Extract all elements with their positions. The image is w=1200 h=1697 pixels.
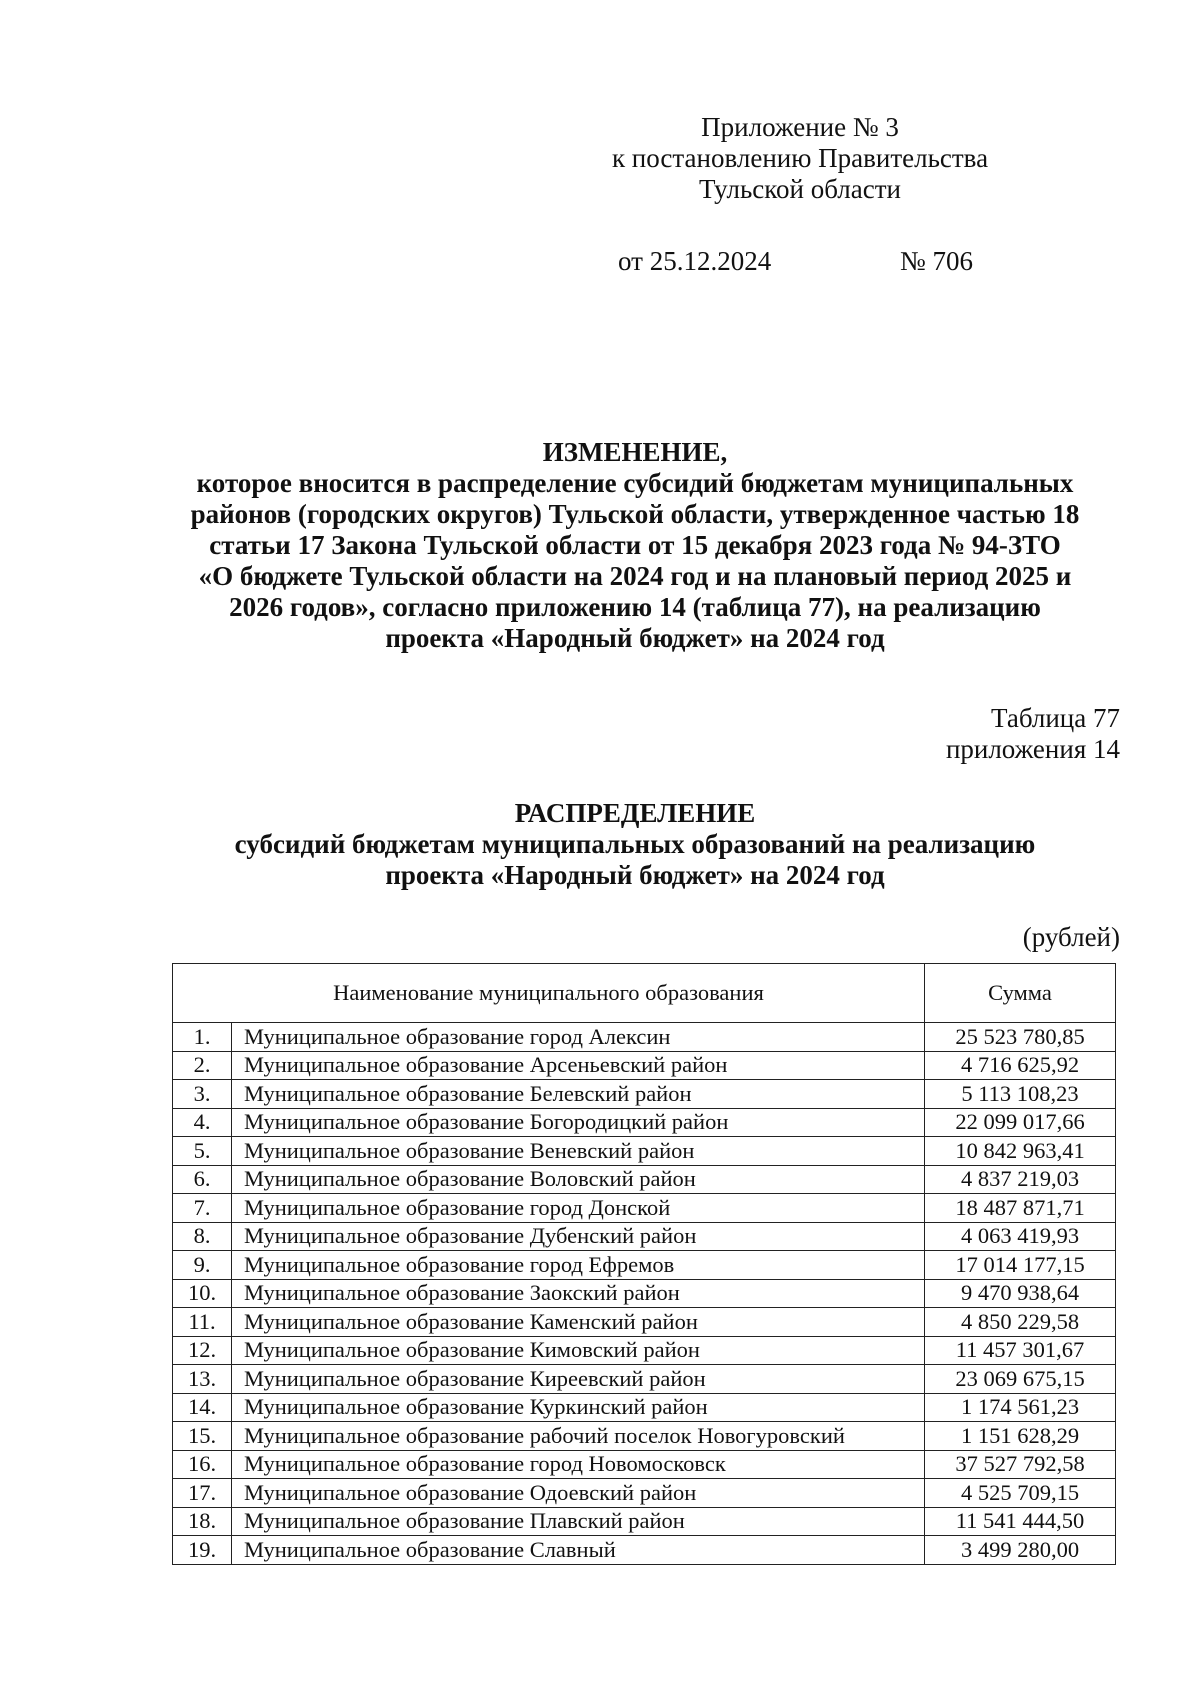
appendix-header xyxy=(600,112,1000,205)
row-number: 18. xyxy=(173,1507,232,1536)
table-header-row xyxy=(173,964,1116,1023)
row-number: 7. xyxy=(173,1194,232,1223)
row-name: Муниципальное образование город Ефремов xyxy=(232,1251,925,1280)
row-name: Муниципальное образование город Новомосковск xyxy=(232,1450,925,1479)
row-number: 3. xyxy=(173,1080,232,1109)
table-row xyxy=(173,1507,1116,1536)
row-name: Муниципальное образование Богородицкий район xyxy=(232,1108,925,1137)
table-row xyxy=(173,1165,1116,1194)
row-number: 13. xyxy=(173,1365,232,1394)
row-sum: 1 151 628,29 xyxy=(925,1422,1116,1451)
amendment-line: статьи 17 Закона Тульской области от 15 декабря 2023 года № 94-ЗТО xyxy=(209,530,1061,560)
row-name: Муниципальное образование Киреевский район xyxy=(232,1365,925,1394)
row-sum: 25 523 780,85 xyxy=(925,1023,1116,1052)
row-name: Муниципальное образование Дубенский район xyxy=(232,1222,925,1251)
row-name: Муниципальное образование Куркинский район xyxy=(232,1393,925,1422)
row-name: Муниципальное образование Каменский район xyxy=(232,1308,925,1337)
row-name: Муниципальное образование Славный xyxy=(232,1536,925,1565)
row-name: Муниципальное образование Заокский район xyxy=(232,1279,925,1308)
distribution-line: проекта «Народный бюджет» на 2024 год xyxy=(385,860,885,890)
appendix-region: Тульской области xyxy=(699,174,901,204)
distribution-table xyxy=(172,963,1116,1565)
table-appendix: приложения 14 xyxy=(945,734,1120,764)
table-row xyxy=(173,1251,1116,1280)
row-sum: 5 113 108,23 xyxy=(925,1080,1116,1109)
header-sum: Сумма xyxy=(925,964,1116,1023)
row-sum: 11 541 444,50 xyxy=(925,1507,1116,1536)
table-row xyxy=(173,1536,1116,1565)
row-sum: 17 014 177,15 xyxy=(925,1251,1116,1280)
table-row xyxy=(173,1308,1116,1337)
order-number: № 706 xyxy=(900,246,974,276)
row-sum: 1 174 561,23 xyxy=(925,1393,1116,1422)
table-body xyxy=(173,1023,1116,1565)
row-number: 1. xyxy=(173,1023,232,1052)
table-row xyxy=(173,1222,1116,1251)
row-number: 2. xyxy=(173,1051,232,1080)
row-number: 16. xyxy=(173,1450,232,1479)
row-name: Муниципальное образование город Донской xyxy=(232,1194,925,1223)
row-number: 4. xyxy=(173,1108,232,1137)
amendment-line: «О бюджете Тульской области на 2024 год и на плановый период 2025 и xyxy=(198,561,1072,591)
amendment-heading xyxy=(150,437,1120,654)
distribution-heading xyxy=(150,798,1120,891)
row-number: 6. xyxy=(173,1165,232,1194)
table-row xyxy=(173,1365,1116,1394)
amendment-line: 2026 годов», согласно приложению 14 (таблица 77), на реализацию xyxy=(229,592,1041,622)
row-name: Муниципальное образование Веневский район xyxy=(232,1137,925,1166)
distribution-title: РАСПРЕДЕЛЕНИЕ xyxy=(514,798,756,828)
row-number: 5. xyxy=(173,1137,232,1166)
amendment-title: ИЗМЕНЕНИЕ, xyxy=(542,437,728,467)
appendix-number: Приложение № 3 xyxy=(701,112,899,142)
row-name: Муниципальное образование Кимовский район xyxy=(232,1336,925,1365)
table-row xyxy=(173,1393,1116,1422)
table-row xyxy=(173,1137,1116,1166)
row-sum: 11 457 301,67 xyxy=(925,1336,1116,1365)
header-name: Наименование муниципального образования xyxy=(173,964,925,1023)
row-number: 15. xyxy=(173,1422,232,1451)
row-sum: 37 527 792,58 xyxy=(925,1450,1116,1479)
table-row xyxy=(173,1051,1116,1080)
row-name: Муниципальное образование Белевский район xyxy=(232,1080,925,1109)
row-sum: 3 499 280,00 xyxy=(925,1536,1116,1565)
row-number: 14. xyxy=(173,1393,232,1422)
row-name: Муниципальное образование город Алексин xyxy=(232,1023,925,1052)
row-name: Муниципальное образование Арсеньевский район xyxy=(232,1051,925,1080)
row-name: Муниципальное образование Одоевский район xyxy=(232,1479,925,1508)
row-sum: 23 069 675,15 xyxy=(925,1365,1116,1394)
table-row xyxy=(173,1450,1116,1479)
row-sum: 22 099 017,66 xyxy=(925,1108,1116,1137)
amendment-line: которое вносится в распределение субсидий бюджетам муниципальных xyxy=(196,468,1074,498)
row-sum: 4 525 709,15 xyxy=(925,1479,1116,1508)
distribution-line: субсидий бюджетам муниципальных образований на реализацию xyxy=(234,829,1036,859)
row-sum: 4 063 419,93 xyxy=(925,1222,1116,1251)
appendix-resolution: к постановлению Правительства xyxy=(611,143,989,173)
amendment-line: районов (городских округов) Тульской области, утвержденное частью 18 xyxy=(190,499,1080,529)
row-sum: 18 487 871,71 xyxy=(925,1194,1116,1223)
amendment-line: проекта «Народный бюджет» на 2024 год xyxy=(385,623,885,653)
table-row xyxy=(173,1279,1116,1308)
table-row xyxy=(173,1108,1116,1137)
table-row xyxy=(173,1080,1116,1109)
table-caption xyxy=(800,703,1120,765)
row-number: 12. xyxy=(173,1336,232,1365)
row-sum: 4 850 229,58 xyxy=(925,1308,1116,1337)
row-sum: 10 842 963,41 xyxy=(925,1137,1116,1166)
unit-label: (рублей) xyxy=(1022,922,1120,952)
row-name: Муниципальное образование рабочий поселок Новогуровский xyxy=(232,1422,925,1451)
row-sum: 4 837 219,03 xyxy=(925,1165,1116,1194)
row-number: 19. xyxy=(173,1536,232,1565)
table-row xyxy=(173,1023,1116,1052)
table-row xyxy=(173,1479,1116,1508)
row-number: 17. xyxy=(173,1479,232,1508)
row-number: 8. xyxy=(173,1222,232,1251)
table-row xyxy=(173,1336,1116,1365)
row-name: Муниципальное образование Плавский район xyxy=(232,1507,925,1536)
order-date: от 25.12.2024 xyxy=(618,246,772,276)
table-row xyxy=(173,1194,1116,1223)
row-name: Муниципальное образование Воловский район xyxy=(232,1165,925,1194)
table-row xyxy=(173,1422,1116,1451)
table-number: Таблица 77 xyxy=(991,703,1120,733)
row-number: 11. xyxy=(173,1308,232,1337)
row-sum: 4 716 625,92 xyxy=(925,1051,1116,1080)
row-sum: 9 470 938,64 xyxy=(925,1279,1116,1308)
row-number: 9. xyxy=(173,1251,232,1280)
row-number: 10. xyxy=(173,1279,232,1308)
